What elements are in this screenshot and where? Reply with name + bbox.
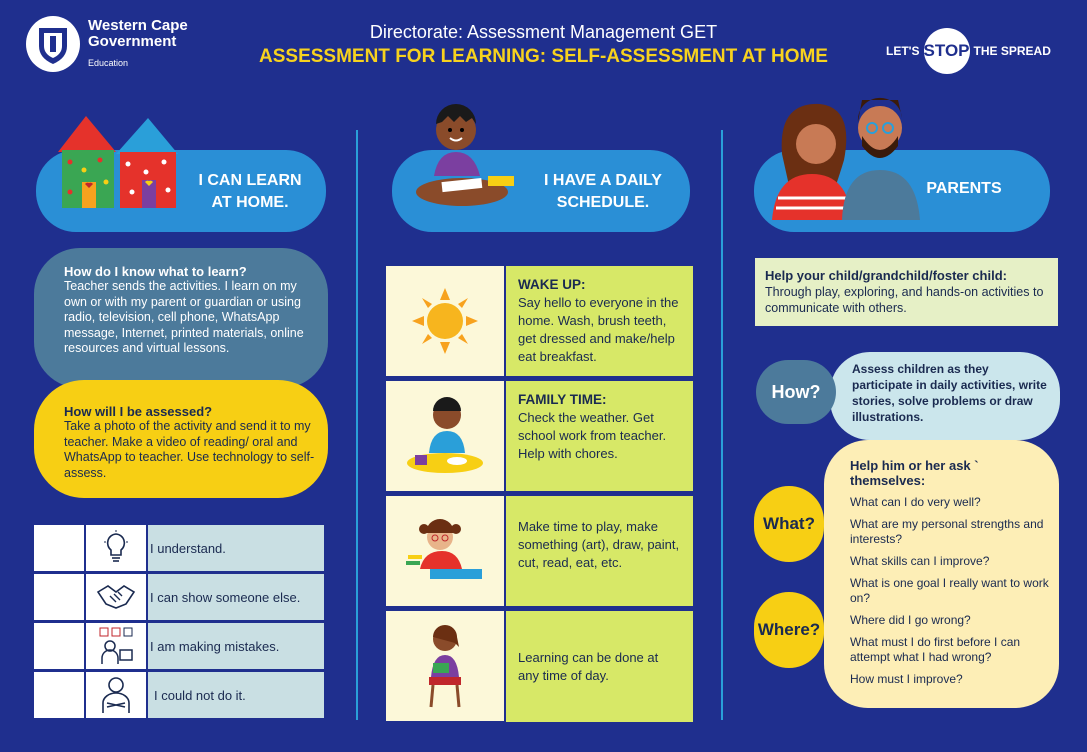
schedule-item-text: Make time to play, make something (art), draw, paint, cut, read, eat, etc. bbox=[518, 519, 680, 570]
schedule-item-text: Learning can be done at any time of day. bbox=[518, 650, 659, 683]
checkbox-cell[interactable] bbox=[34, 525, 84, 571]
banner-title: PARENTS bbox=[926, 180, 1002, 197]
schedule-item-title: WAKE UP: bbox=[518, 277, 586, 292]
directorate-heading: Directorate: Assessment Management GET bbox=[369, 22, 718, 42]
schedule-item bbox=[506, 496, 693, 606]
what-label: What? bbox=[754, 486, 824, 562]
ask-item: What skills can I improve? bbox=[850, 554, 990, 568]
ask-item: What is one goal I really want to work on? bbox=[850, 576, 1049, 605]
boy-writing-icon bbox=[412, 96, 532, 221]
lightbulb-icon bbox=[86, 525, 146, 571]
daily-schedule-table bbox=[386, 266, 694, 722]
row-label: I could not do it. bbox=[148, 672, 324, 718]
row-label: I can show someone else. bbox=[148, 574, 324, 620]
child-eating-icon bbox=[386, 381, 504, 491]
schedule-item-text: Say hello to everyone in the home. Wash, brush teeth, get dressed and make/help eat breakfast. bbox=[518, 295, 679, 364]
stop-circle: STOP bbox=[924, 28, 970, 74]
banner-title: I CAN LEARN AT HOME. bbox=[198, 172, 302, 211]
question-text: Teacher sends the activities. I learn on my own or with my parent or guardian or using radio, television, cell phone, WhatsApp message, Internet, printed materials, online resources and virtual lessons. bbox=[64, 279, 304, 355]
ask-item: What are my personal strengths and interests? bbox=[850, 517, 1044, 546]
help-your-child-box bbox=[755, 258, 1058, 326]
column-divider bbox=[721, 130, 723, 720]
stop-the-spread-logo bbox=[886, 28, 1051, 74]
question-assessed-content bbox=[64, 404, 320, 481]
table-row bbox=[34, 623, 324, 669]
mistakes-board-icon bbox=[86, 623, 146, 669]
stop-right: THE SPREAD bbox=[973, 44, 1051, 58]
ask-themselves-cloud bbox=[824, 440, 1059, 708]
question-text: Take a photo of the activity and send it to my teacher. Make a video of reading/ oral and WhatsApp to teacher. Use technology to self-assess. bbox=[64, 419, 315, 480]
schedule-item bbox=[506, 611, 693, 722]
person-arms-crossed-icon bbox=[86, 672, 146, 718]
ask-item: What must I do first before I can attempt what I had wrong? bbox=[850, 635, 1021, 664]
org-dept: Education bbox=[88, 58, 129, 68]
page-title: ASSESSMENT FOR LEARNING: SELF-ASSESSMENT AT HOME bbox=[259, 46, 828, 67]
girl-drawing-icon bbox=[386, 496, 504, 606]
checkbox-cell[interactable] bbox=[34, 623, 84, 669]
parents-icon bbox=[772, 94, 922, 225]
help-text: Through play, exploring, and hands-on activities to communicate with others. bbox=[765, 285, 1044, 315]
org-name: Western Cape Government bbox=[88, 17, 188, 50]
how-cloud bbox=[830, 352, 1060, 440]
schedule-item bbox=[506, 266, 693, 376]
how-label: How? bbox=[756, 360, 836, 424]
column-divider bbox=[356, 130, 358, 720]
help-title: Help your child/grandchild/foster child: bbox=[765, 268, 1007, 283]
table-row bbox=[34, 672, 324, 718]
checkbox-cell[interactable] bbox=[34, 574, 84, 620]
ask-item: What can I do very well? bbox=[850, 495, 981, 509]
where-label: Where? bbox=[754, 592, 824, 668]
ask-item: How must I improve? bbox=[850, 672, 963, 686]
schedule-item bbox=[506, 381, 693, 491]
row-label: I understand. bbox=[148, 525, 324, 571]
schedule-item-title: FAMILY TIME: bbox=[518, 392, 607, 407]
banner-title: I HAVE A DAILY SCHEDULE. bbox=[544, 172, 662, 211]
question-title: How do I know what to learn? bbox=[64, 264, 247, 279]
sun-icon bbox=[386, 266, 504, 376]
question-learn-content bbox=[64, 264, 320, 357]
ask-title: Help him or her ask ` themselves: bbox=[850, 458, 979, 488]
girl-reading-icon bbox=[386, 611, 504, 721]
question-title: How will I be assessed? bbox=[64, 404, 213, 419]
schedule-item-text: Check the weather. Get school work from teacher. Help with chores. bbox=[518, 410, 667, 461]
checkbox-cell[interactable] bbox=[34, 672, 84, 718]
row-label: I am making mistakes. bbox=[148, 623, 324, 669]
table-row bbox=[34, 525, 324, 571]
houses-icon bbox=[56, 112, 196, 217]
ask-item: Where did I go wrong? bbox=[850, 613, 971, 627]
handshake-icon bbox=[86, 574, 146, 620]
stop-left: LET'S bbox=[886, 44, 920, 58]
how-text: Assess children as they participate in daily activities, write stories, solve problems or draw illustrations. bbox=[852, 362, 1047, 424]
table-row bbox=[34, 574, 324, 620]
